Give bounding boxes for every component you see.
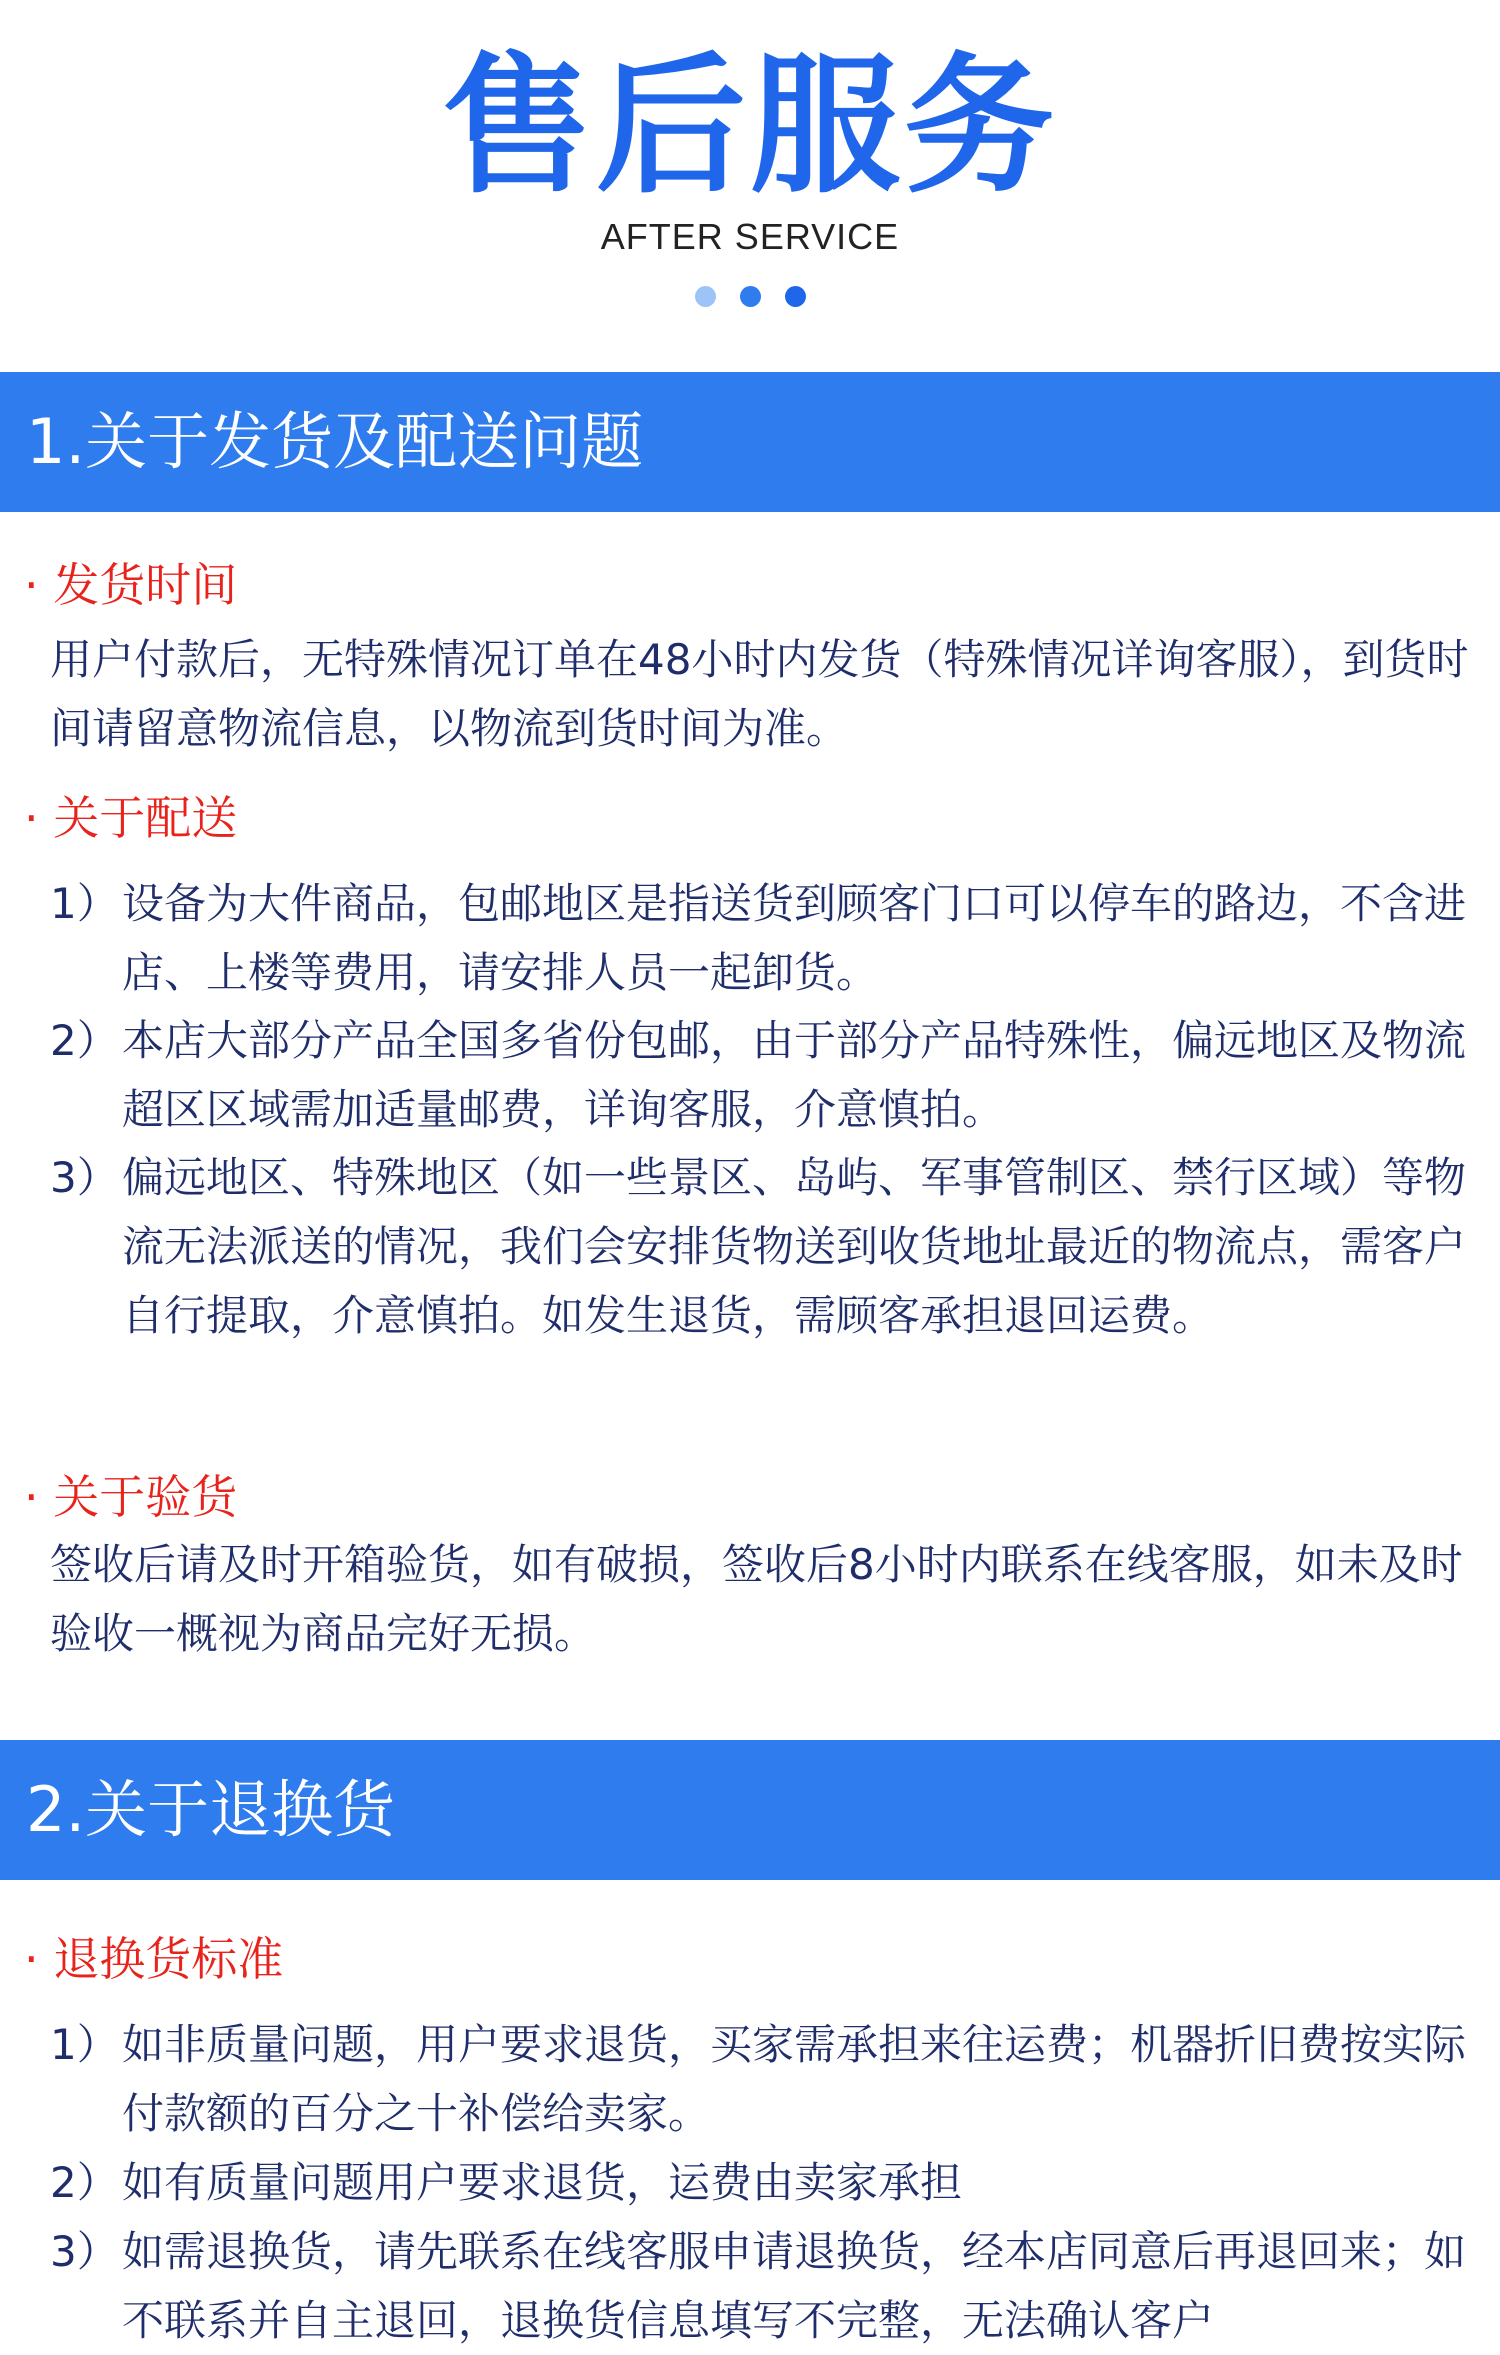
paragraph-inspection: 签收后请及时开箱验货，如有破损，签收后8小时内联系在线客服，如未及时验收一概视为商品完好无损。 bbox=[50, 1540, 1463, 1658]
list-item-number: 3） bbox=[50, 1153, 119, 1202]
page-title: 售后服务 bbox=[441, 40, 1058, 214]
list-item bbox=[50, 2217, 1470, 2355]
section-heading-inspection: · 关于验货 bbox=[24, 1470, 238, 1524]
list-item bbox=[50, 1143, 1470, 1350]
dot-icon bbox=[695, 286, 716, 307]
list-item-number: 3） bbox=[50, 2227, 119, 2276]
list-item-text: 如有质量问题用户要求退货，运费由卖家承担 bbox=[122, 2158, 963, 2207]
list-item bbox=[50, 2148, 1470, 2217]
list-item bbox=[50, 1006, 1470, 1144]
list-item-text: 如需退换货，请先联系在线客服申请退换货，经本店同意后再退回来；如不联系并自主退回，退换货信息填写不完整，无法确认客户 bbox=[122, 2227, 1467, 2345]
decorative-dots bbox=[0, 286, 1500, 311]
list-item-number: 2） bbox=[50, 1016, 119, 1065]
list-item bbox=[50, 869, 1470, 1007]
section-title-returns: 2.关于退换货 bbox=[0, 1740, 1500, 1880]
list-item-number: 1） bbox=[50, 2020, 119, 2069]
paragraph-ship-time: 用户付款后，无特殊情况订单在48小时内发货（特殊情况详询客服），到货时间请留意物流信息，以物流到货时间为准。 bbox=[50, 635, 1469, 753]
section-heading-return-standard: · 退换货标准 bbox=[24, 1932, 284, 1986]
list-item bbox=[50, 2010, 1470, 2148]
section-heading-ship-time: · 发货时间 bbox=[24, 558, 238, 612]
page-header bbox=[0, 0, 1500, 372]
list-item-text: 如非质量问题，用户要求退货，买家需承担来往运费；机器折旧费按实际付款额的百分之十补偿给卖家。 bbox=[122, 2020, 1467, 2138]
dot-icon bbox=[785, 286, 806, 307]
section-heading-delivery: · 关于配送 bbox=[24, 791, 238, 845]
list-item-text: 偏远地区、特殊地区（如一些景区、岛屿、军事管制区、禁行区域）等物流无法派送的情况，我们会安排货物送到收货地址最近的物流点，需客户自行提取，介意慎拍。如发生退货，需顾客承担退回运费。 bbox=[122, 1153, 1467, 1340]
list-item-number: 2） bbox=[50, 2158, 119, 2207]
list-item-text: 设备为大件商品，包邮地区是指送货到顾客门口可以停车的路边，不含进店、上楼等费用，请安排人员一起卸货。 bbox=[122, 879, 1467, 997]
section-title-shipping: 1.关于发货及配送问题 bbox=[0, 372, 1500, 512]
dot-icon bbox=[740, 286, 761, 307]
list-item-number: 1） bbox=[50, 879, 119, 928]
list-item-text: 本店大部分产品全国多省份包邮，由于部分产品特殊性，偏远地区及物流超区区域需加适量邮费，详询客服，介意慎拍。 bbox=[122, 1016, 1467, 1134]
page-subtitle: AFTER SERVICE bbox=[600, 216, 900, 257]
